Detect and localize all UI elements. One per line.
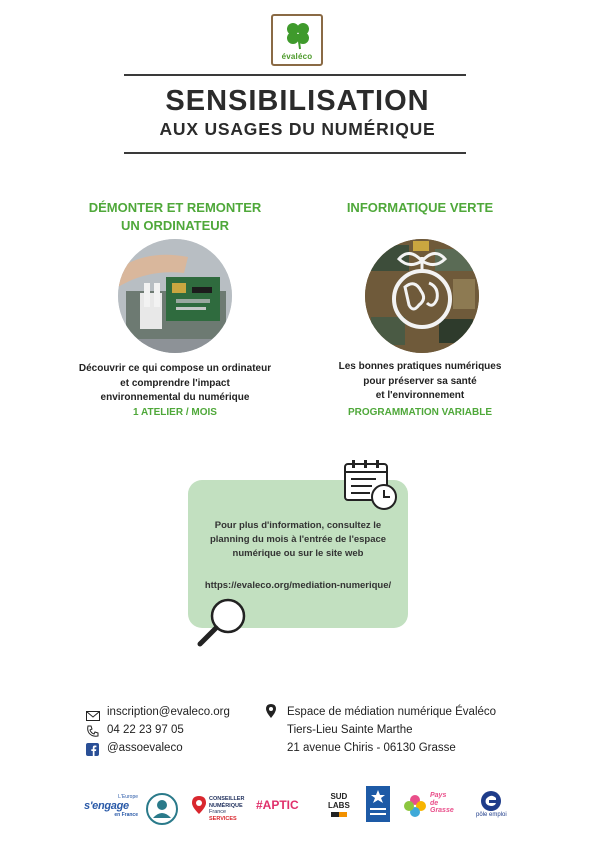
workshop-1-frequency: 1 ATELIER / MOIS: [133, 407, 217, 418]
europe-top-text: L'Europe: [118, 794, 138, 800]
workshop-1-desc-line1: Découvrir ce qui compose un ordinateur: [78, 363, 272, 374]
pays-line2: de: [430, 799, 439, 807]
conseiller-line2: NUMÉRIQUE: [209, 802, 243, 809]
workshop-2-desc-line1: Les bonnes pratiques numériques: [338, 361, 502, 372]
workshop-2-desc-line2: pour préserver sa santé: [363, 375, 477, 387]
fabrique-logo: [145, 792, 179, 831]
pole-emploi-text: pôle emploi: [476, 812, 507, 818]
green-computing-photo: [365, 239, 479, 353]
address-line3: 21 avenue Chiris - 06130 Grasse: [287, 742, 456, 754]
europe-engage-logo: [84, 794, 138, 818]
page-title: SENSIBILISATION: [165, 85, 430, 117]
workshop-1-description: [70, 362, 280, 406]
magnifier-icon: [196, 596, 250, 653]
workshop-2-desc-line3: et l'environnement: [375, 390, 465, 401]
conseiller-line1: CONSEILLER: [209, 796, 245, 802]
phone-icon: [86, 725, 100, 743]
info-text: [206, 519, 390, 561]
title-top-rule: [124, 74, 466, 76]
conseiller-line4: SERVICES: [209, 815, 237, 822]
sud-labs-logo: [328, 792, 350, 817]
calendar-clock-icon: [342, 458, 400, 517]
address-line1: Espace de médiation numérique Évaléco: [287, 706, 497, 718]
facebook-icon: [86, 743, 99, 761]
info-line2: planning du mois à l'entrée de l'espace: [209, 534, 387, 545]
website-link[interactable]: https://evaleco.org/mediation-numerique/: [204, 580, 392, 591]
info-line3: numérique ou sur le site web: [232, 548, 364, 559]
page-subtitle: AUX USAGES DU NUMÉRIQUE: [159, 119, 436, 139]
workshop-1-desc-line2: et comprendre l'impact: [120, 377, 230, 389]
europe-main-text: s'engage: [84, 800, 129, 812]
computer-repair-photo: [118, 239, 232, 353]
sud-labs-line2: LABS: [328, 801, 350, 810]
region-sud-logo: [366, 786, 390, 827]
pays-line1: Pays: [430, 792, 447, 799]
address-line2: Tiers-Lieu Sainte Marthe: [287, 724, 413, 736]
clover-icon: [283, 20, 313, 50]
title-bottom-rule: [124, 152, 466, 154]
logo-text: évaléco: [281, 52, 313, 61]
location-pin-icon: [266, 704, 276, 723]
workshop-2-frequency: PROGRAMMATION VARIABLE: [347, 407, 493, 418]
email-icon: [86, 708, 100, 726]
sud-labs-line1: SUD: [330, 792, 348, 801]
europe-bottom-text: en France: [114, 812, 138, 818]
facebook-handle[interactable]: @assoevaleco: [107, 742, 183, 754]
workshop-1-title: [70, 199, 280, 235]
workshop-1-title-line2: UN ORDINATEUR: [120, 218, 230, 233]
conseiller-line3: France: [209, 809, 227, 815]
aptic-logo: #APTIC: [256, 798, 299, 812]
workshop-2-description: [315, 360, 525, 404]
phone-number[interactable]: 04 22 23 97 05: [107, 724, 184, 736]
workshop-1-desc-line3: environnemental du numérique: [100, 392, 250, 403]
workshop-2-title-line1: INFORMATIQUE VERTE: [346, 200, 494, 215]
workshop-1-title-line1: DÉMONTER ET REMONTER: [88, 200, 262, 215]
info-line1: Pour plus d'information, consultez le: [214, 520, 382, 531]
evaleco-logo: [271, 14, 323, 66]
email-address[interactable]: inscription@evaleco.org: [107, 706, 230, 718]
pays-line3: Grasse: [430, 807, 454, 814]
workshop-2-title: [315, 199, 525, 217]
